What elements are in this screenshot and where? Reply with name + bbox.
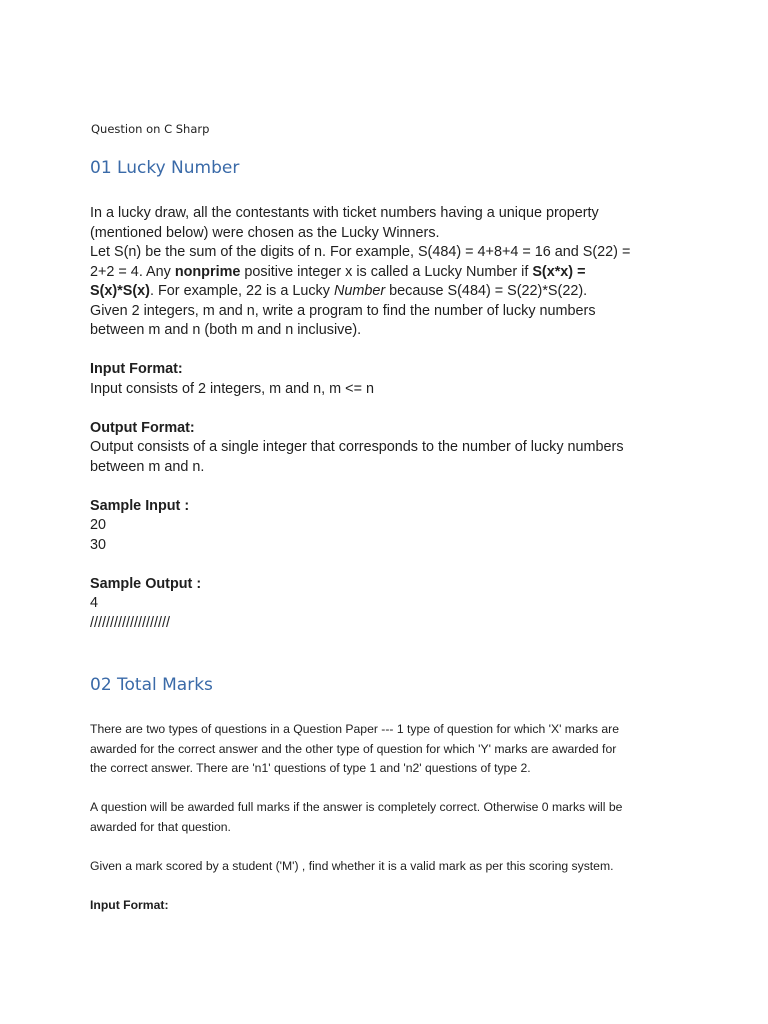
paragraph-line: Output consists of a single integer that corresponds to the number of lucky numbers bbox=[90, 439, 624, 455]
text-run: because S(484) = S(22)*S(22). bbox=[385, 283, 588, 299]
paragraph-line bbox=[90, 282, 690, 302]
input-format-label: Input Format: bbox=[90, 897, 169, 912]
output-format-label: Output Format: bbox=[90, 419, 195, 436]
paragraph-line: (mentioned below) were chosen as the Lucky Winners. bbox=[90, 224, 440, 241]
sample-input-value: 30 bbox=[90, 536, 107, 553]
sample-output-value: 4 bbox=[90, 595, 99, 611]
section-heading-total-marks: 02 Total Marks bbox=[90, 675, 213, 695]
paragraph-line: Given 2 integers, m and n, write a program to find the number of lucky numbers bbox=[90, 302, 596, 319]
paragraph-line: Given a mark scored by a student ('M') , find whether it is a valid mark as per this scoring system. bbox=[90, 858, 614, 873]
paragraph-line: In a lucky draw, all the contestants with ticket numbers having a unique property bbox=[90, 205, 599, 221]
italic-term: Number bbox=[333, 283, 386, 299]
paragraph-line: A question will be awarded full marks if the answer is completely correct. Otherwise 0 marks will be bbox=[90, 800, 623, 814]
section-lucky-number-body bbox=[90, 204, 690, 633]
text-run: positive integer x is called a Lucky Number if bbox=[240, 263, 533, 280]
paragraph-line bbox=[90, 263, 690, 283]
paragraph-line: Let S(n) be the sum of the digits of n. For example, S(484) = 4+8+4 = 16 and S(22) = bbox=[90, 244, 631, 260]
document-title: Question on C Sharp bbox=[91, 122, 210, 136]
paragraph-line: awarded for the correct answer and the other type of question for which 'Y' marks are awarded for bbox=[90, 741, 617, 756]
sample-input-label: Sample Input : bbox=[90, 497, 190, 514]
input-format-text: Input consists of 2 integers, m and n, m <= n bbox=[90, 380, 374, 397]
bold-formula: S(x)*S(x) bbox=[90, 283, 150, 299]
paragraph-line: awarded for that question. bbox=[90, 819, 231, 834]
section-heading-lucky-number: 01 Lucky Number bbox=[90, 158, 240, 178]
bold-term-nonprime: nonprime bbox=[174, 263, 241, 280]
separator-line: //////////////////// bbox=[90, 614, 170, 631]
paragraph-line: the correct answer. There are 'n1' questions of type 1 and 'n2' questions of type 2. bbox=[90, 761, 531, 775]
text-run: 2+2 = 4. Any bbox=[90, 263, 175, 280]
paragraph-line: between m and n (both m and n inclusive). bbox=[90, 322, 362, 338]
sample-input-value: 20 bbox=[90, 517, 107, 533]
text-run: . For example, 22 is a Lucky bbox=[149, 283, 334, 299]
paragraph-line: between m and n. bbox=[90, 458, 205, 475]
input-format-label: Input Format: bbox=[90, 361, 183, 377]
sample-output-label: Sample Output : bbox=[90, 575, 202, 592]
paragraph-line: There are two types of questions in a Question Paper --- 1 type of question for which 'X' marks are bbox=[90, 722, 619, 736]
bold-formula: S(x*x) = bbox=[532, 263, 586, 280]
section-total-marks-body bbox=[90, 720, 690, 915]
